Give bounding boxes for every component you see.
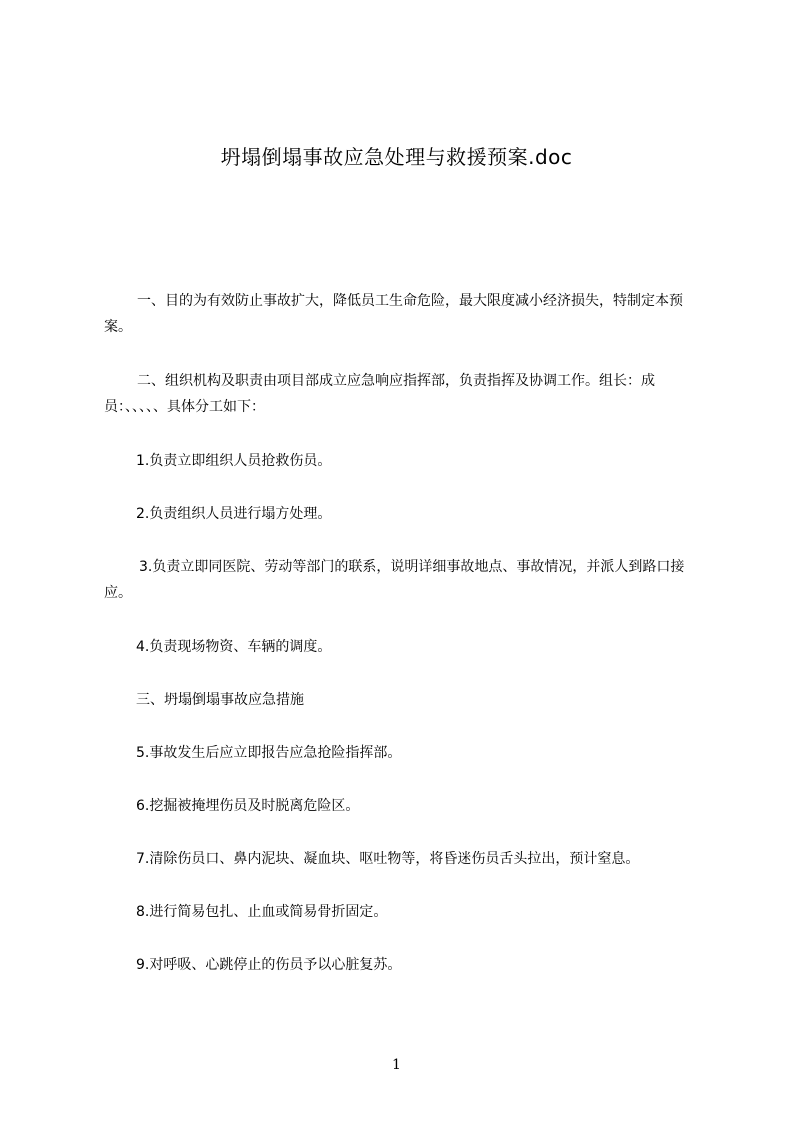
paragraph-item-4: 4.负责现场物资、车辆的调度。: [136, 639, 332, 655]
paragraph-item-8: 8.进行简易包扎、止血或简易骨折固定。: [136, 904, 388, 920]
section-heading-measures: 三、坍塌倒塌事故应急措施: [136, 692, 304, 708]
paragraph-item-9: 9.对呼吸、心跳停止的伤员予以心脏复苏。: [136, 957, 402, 973]
page-number: 1: [392, 1057, 401, 1073]
paragraph-item-5: 5.事故发生后应立即报告应急抢险指挥部。: [136, 745, 402, 761]
paragraph-item-7: 7.清除伤员口、鼻内泥块、凝血块、呕吐物等，将昏迷伤员舌头拉出，预计窒息。: [136, 851, 640, 867]
paragraph-organization: 二、组织机构及职责由项目部成立应急响应指挥部，负责指挥及协调工作。组长：成员：、、、、、具体分工如下：: [104, 373, 655, 415]
paragraph-item-3: 3.负责立即同医院、劳动等部门的联系，说明详细事故地点、事故情况，并派人到路口接应。: [104, 559, 685, 601]
paragraph-item-6: 6.挖掘被掩埋伤员及时脱离危险区。: [136, 798, 360, 814]
paragraph-item-1: 1.负责立即组织人员抢救伤员。: [136, 453, 332, 469]
paragraph-item-2: 2.负责组织人员进行塌方处理。: [136, 506, 332, 522]
document-title: 坍塌倒塌事故应急处理与救援预案.doc: [220, 145, 573, 169]
paragraph-purpose: 一、目的为有效防止事故扩大，降低员工生命危险，最大限度减小经济损失，特制定本预案。: [104, 293, 683, 335]
